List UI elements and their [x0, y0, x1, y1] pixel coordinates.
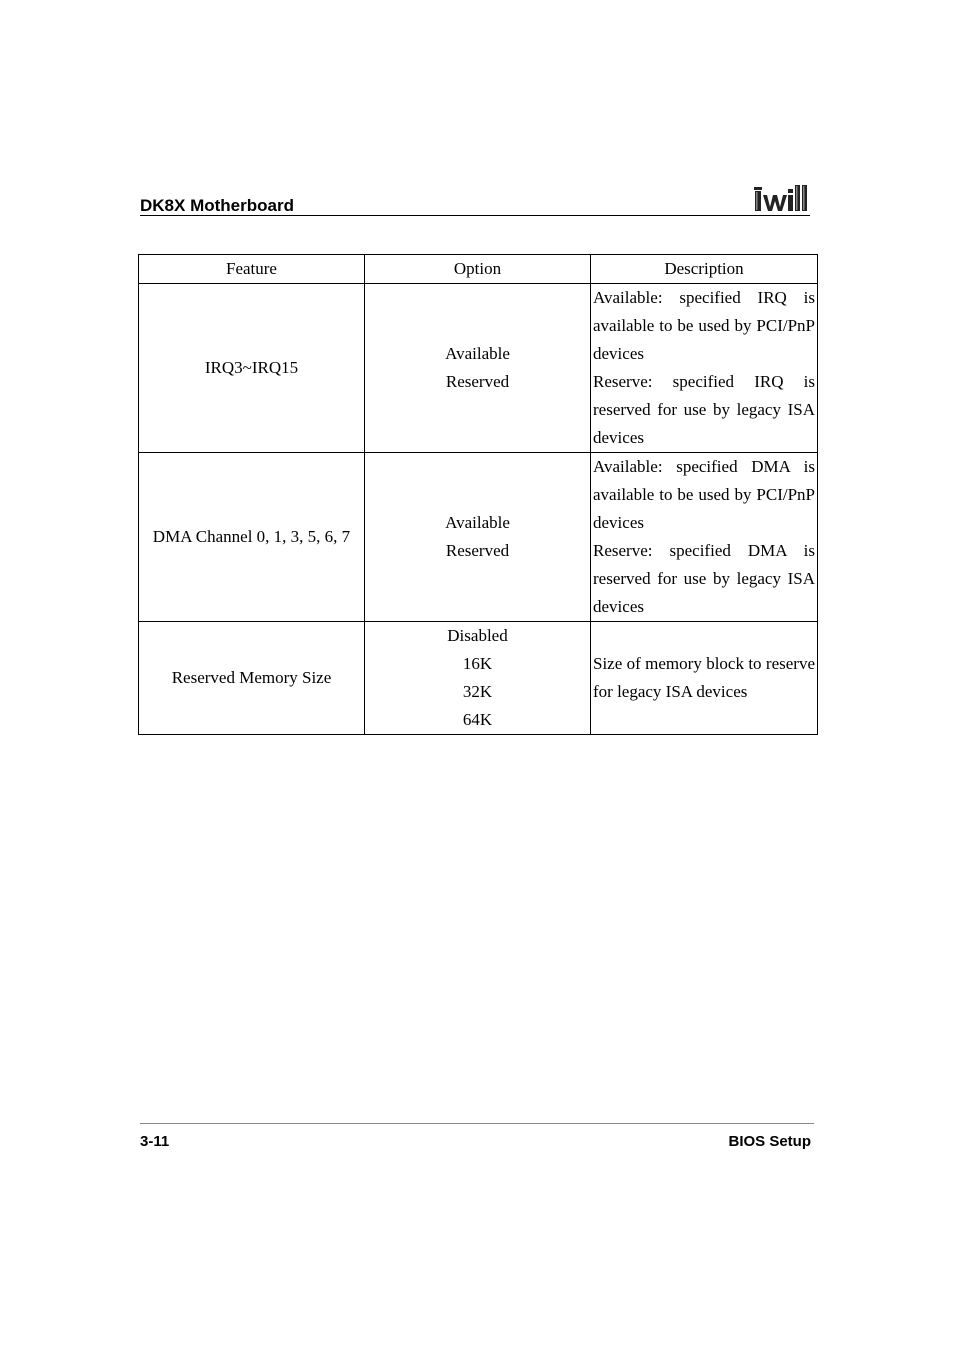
feature-cell: IRQ3~IRQ15: [139, 284, 365, 453]
table-row: [139, 284, 818, 453]
header-title: DK8X Motherboard: [140, 196, 294, 215]
section-name: BIOS Setup: [728, 1133, 811, 1150]
option-value: Disabled: [447, 626, 508, 645]
table-header-row: [139, 255, 818, 284]
header-rule: [140, 215, 810, 216]
description-text: Available: specified DMA is available to be used by PCI/PnP devices: [593, 457, 815, 532]
description-cell: [591, 622, 818, 735]
feature-cell: DMA Channel 0, 1, 3, 5, 6, 7: [139, 453, 365, 622]
column-header-option: Option: [365, 255, 591, 284]
page-number: 3-11: [140, 1133, 170, 1150]
option-cell: [365, 284, 591, 453]
footer-rule: [140, 1123, 814, 1124]
column-header-feature: Feature: [139, 255, 365, 284]
description-cell: [591, 284, 818, 453]
option-cell: [365, 453, 591, 622]
feature-cell: Reserved Memory Size: [139, 622, 365, 735]
table-row: [139, 622, 818, 735]
option-value: 16K: [462, 654, 493, 673]
description-cell: [591, 453, 818, 622]
description-text: Reserve: specified DMA is reserved for use by legacy ISA devices: [593, 541, 815, 616]
option-cell: [365, 622, 591, 735]
option-value: Reserved: [445, 372, 510, 391]
option-value: 32K: [462, 682, 493, 701]
table-row: [139, 453, 818, 622]
description-text: Available: specified IRQ is available to be used by PCI/PnP devices: [593, 288, 815, 363]
column-header-description: Description: [591, 255, 818, 284]
description-text: Size of memory block to reserve for legacy ISA devices: [593, 654, 815, 701]
option-value: Available: [445, 513, 510, 532]
option-value: 64K: [462, 710, 493, 729]
option-value: Reserved: [445, 541, 510, 560]
option-value: Available: [445, 344, 510, 363]
description-text: Reserve: specified IRQ is reserved for use by legacy ISA devices: [593, 372, 815, 447]
iwill-logo: [753, 183, 809, 213]
bios-options-table: [138, 254, 818, 735]
